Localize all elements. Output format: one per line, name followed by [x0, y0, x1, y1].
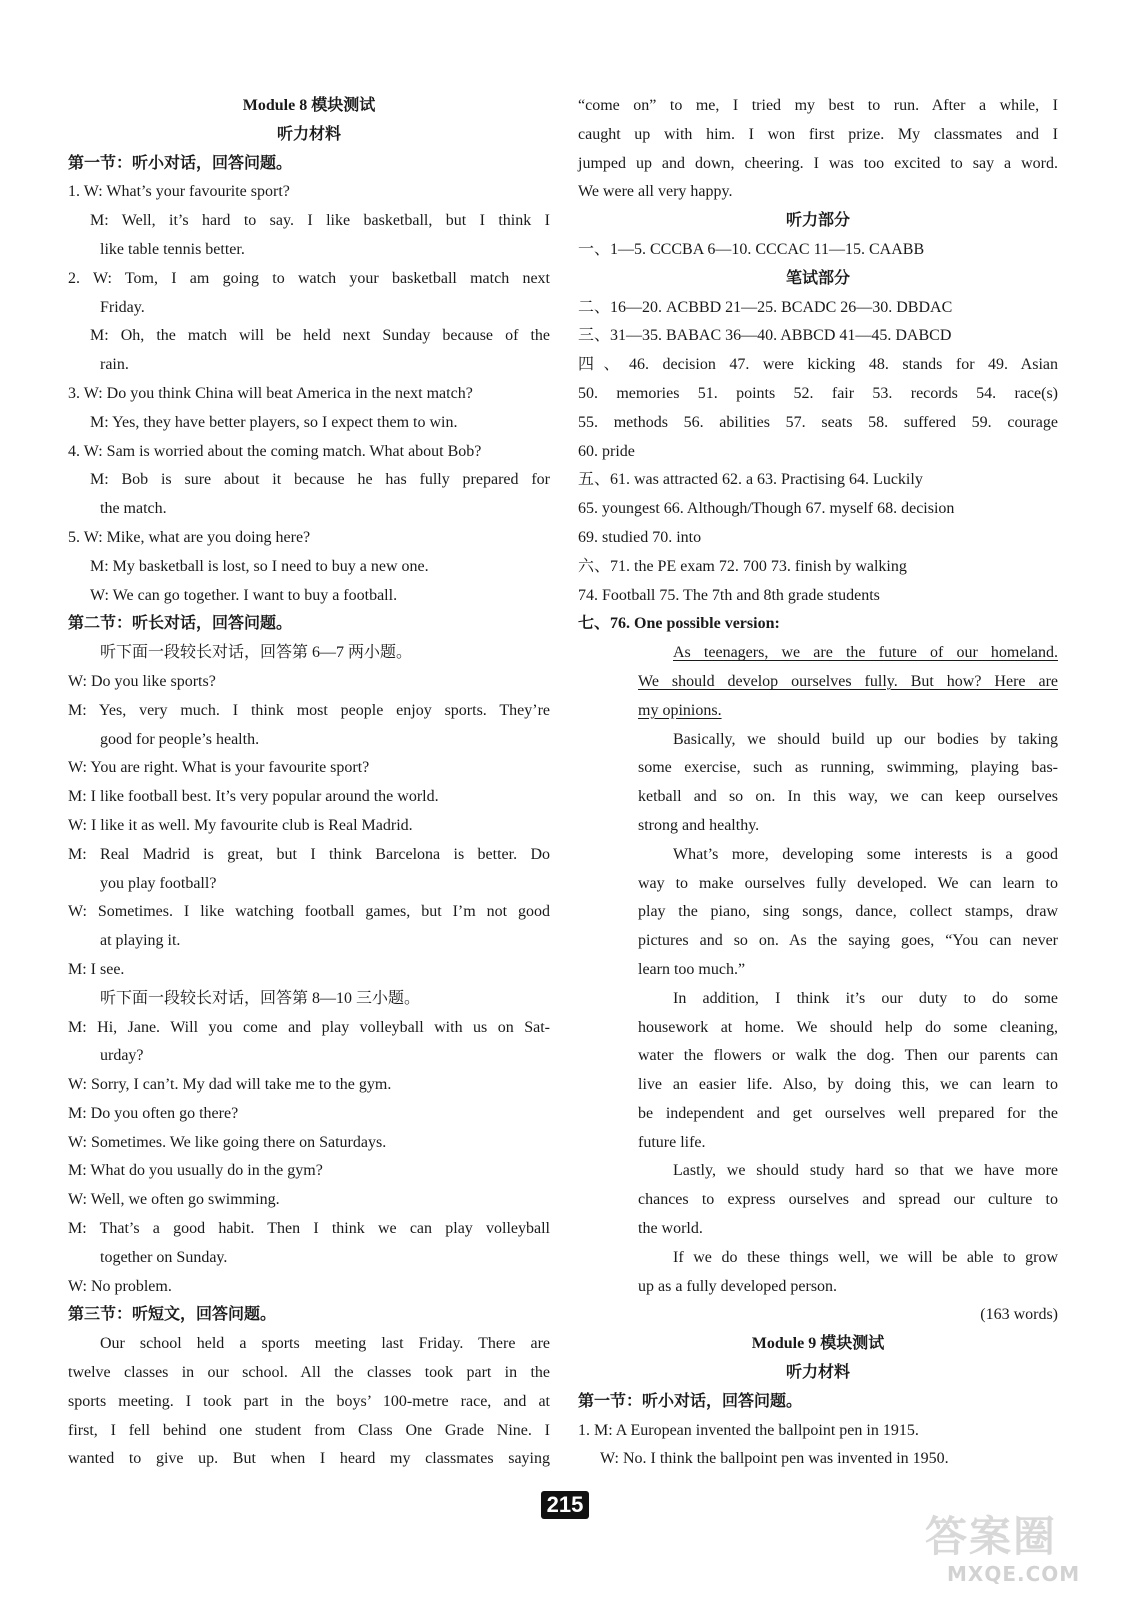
- left-text-line: 第三节：听短文，回答问题。: [68, 1306, 277, 1324]
- right-text-line: play the piano, sing songs, dance, collect stamps, draw: [638, 903, 1058, 921]
- left-column: [68, 92, 550, 1474]
- left-text-line: 听下面一段较长对话，回答第 8—10 三小题。: [100, 989, 421, 1007]
- left-text-line: W: We can go together. I want to buy a football.: [90, 586, 398, 604]
- left-text-line: M: Bob is sure about it because he has fully prepared for: [90, 471, 550, 489]
- right-text-line: be independent and get ourselves well prepared for the: [638, 1104, 1058, 1122]
- left-text-line: good for people’s health.: [100, 730, 260, 748]
- left-text-line: sports meeting. I took part in the boys’ 100-metre race, and at: [68, 1392, 550, 1410]
- left-text-line: W: Sometimes. We like going there on Saturdays.: [68, 1133, 387, 1151]
- left-text-line: 听下面一段较长对话，回答第 6—7 两小题。: [100, 644, 413, 662]
- watermark-text-top: 答案圈: [925, 1512, 1058, 1561]
- right-column: [578, 92, 1058, 1474]
- right-text-line: some exercise, such as running, swimming, playing bas-: [638, 759, 1058, 777]
- left-text-line: W: You are right. What is your favourite sport?: [68, 759, 370, 777]
- right-text-line: 60. pride: [578, 442, 635, 460]
- right-text-line: jumped up and down, cheering. I was too excited to say a word.: [578, 154, 1058, 172]
- right-text-line: the world.: [638, 1220, 703, 1238]
- right-text-line: W: No. I think the ballpoint pen was invented in 1950.: [600, 1450, 949, 1468]
- right-text-line: 74. Football 75. The 7th and 8th grade students: [578, 586, 880, 604]
- right-text-line: 55. methods 56. abilities 57. seats 58. suffered 59. courage: [578, 413, 1058, 431]
- right-text-line: 笔试部分: [785, 269, 850, 287]
- left-text-line: urday?: [100, 1047, 144, 1065]
- left-text-line: M: Oh, the match will be held next Sunday because of the: [90, 327, 550, 345]
- left-text-line: Module 8 模块测试: [242, 97, 376, 114]
- left-text-line: first, I fell behind one student from Class One Grade Nine. I: [68, 1421, 550, 1439]
- right-text-line: 二、16—20. ACBBD 21—25. BCADC 26—30. DBDAC: [578, 298, 953, 316]
- left-text-line: W: Sorry, I can’t. My dad will take me to the gym.: [68, 1076, 392, 1094]
- left-text-line: 3. W: Do you think China will beat America in the next match?: [68, 384, 473, 402]
- right-text-line: 听力材料: [785, 1364, 850, 1382]
- right-text-line: 1. M: A European invented the ballpoint pen in 1915.: [578, 1421, 919, 1439]
- left-text-line: rain.: [100, 356, 129, 374]
- right-text-line: up as a fully developed person.: [638, 1277, 838, 1295]
- right-text-line: 听力部分: [785, 212, 850, 230]
- right-text-line: learn too much.”: [638, 960, 746, 978]
- left-text-line: W: Sometimes. I like watching football games, but I’m not good: [68, 903, 550, 921]
- watermark-text-bottom: MXQE.COM: [947, 1562, 1081, 1586]
- left-text-line: wanted to give up. But when I heard my classmates saying: [68, 1450, 550, 1468]
- right-text-line: 七、76. One possible version:: [578, 615, 780, 633]
- left-text-line: M: Do you often go there?: [68, 1104, 239, 1122]
- left-text-line: M: My basketball is lost, so I need to buy a new one.: [90, 557, 429, 575]
- right-text-line: Basically, we should build up our bodies by taking: [673, 730, 1058, 748]
- right-text-line: 四、46. decision 47. were kicking 48. stands for 49. Asian: [578, 356, 1058, 374]
- left-text-line: 4. W: Sam is worried about the coming match. What about Bob?: [68, 442, 482, 460]
- right-text-line: 65. youngest 66. Although/Though 67. myself 68. decision: [578, 500, 955, 518]
- right-text-line: water the flowers or walk the dog. Then our parents can: [638, 1047, 1058, 1065]
- left-text-line: 2. W: Tom, I am going to watch your basketball match next: [68, 269, 550, 287]
- left-text-line: W: Well, we often go swimming.: [68, 1191, 280, 1209]
- page-number: 215: [541, 1491, 589, 1519]
- right-text-line: (163 words): [980, 1306, 1058, 1324]
- right-text-line: If we do these things well, we will be able to grow: [673, 1248, 1058, 1266]
- left-text-line: the match.: [100, 500, 167, 518]
- right-text-line: pictures and so on. As the saying goes, “You can never: [638, 932, 1058, 950]
- right-text-line: We were all very happy.: [578, 183, 733, 201]
- right-text-line: housework at home. We should help do some cleaning,: [638, 1018, 1058, 1036]
- right-text-line: 五、61. was attracted 62. a 63. Practising 64. Luckily: [578, 471, 923, 489]
- right-text-line: live an easier life. Also, by doing this, we can learn to: [638, 1076, 1058, 1094]
- left-text-line: you play football?: [100, 874, 217, 892]
- left-text-line: M: Well, it’s hard to say. I like basketball, but I think I: [90, 212, 550, 230]
- right-text-line: We should develop ourselves fully. But how? Here are: [638, 672, 1058, 690]
- left-text-line: M: Real Madrid is great, but I think Barcelona is better. Do: [68, 845, 550, 863]
- watermark-logo: [925, 1512, 1125, 1590]
- left-text-line: M: What do you usually do in the gym?: [68, 1162, 323, 1180]
- right-text-line: In addition, I think it’s our duty to do some: [673, 989, 1058, 1007]
- right-text-line: Lastly, we should study hard so that we have more: [673, 1162, 1058, 1180]
- right-text-line: strong and healthy.: [638, 816, 760, 834]
- left-text-line: Our school held a sports meeting last Friday. There are: [100, 1335, 550, 1353]
- right-text-line: 69. studied 70. into: [578, 528, 702, 546]
- right-text-line: ketball and so on. In this way, we can keep ourselves: [638, 788, 1058, 806]
- left-text-line: M: Hi, Jane. Will you come and play volleyball with us on Sat-: [68, 1018, 550, 1036]
- right-text-line: caught up with him. I won first prize. My classmates and I: [578, 125, 1058, 143]
- left-text-line: M: I like football best. It’s very popular around the world.: [68, 788, 439, 806]
- left-text-line: M: That’s a good habit. Then I think we can play volleyball: [68, 1220, 550, 1238]
- right-text-line: chances to express ourselves and spread our culture to: [638, 1191, 1058, 1209]
- left-text-line: at playing it.: [100, 932, 181, 950]
- right-text-line: 三、31—35. BABAC 36—40. ABBCD 41—45. DABCD: [578, 327, 952, 345]
- right-text-line: 一、1—5. CCCBA 6—10. CCCAC 11—15. CAABB: [578, 240, 925, 258]
- right-text-line: 第一节：听小对话，回答问题。: [578, 1392, 803, 1410]
- left-text-line: W: No problem.: [68, 1277, 172, 1295]
- left-text-line: like table tennis better.: [100, 240, 245, 258]
- left-text-line: together on Sunday.: [100, 1248, 228, 1266]
- left-text-line: 听力材料: [276, 125, 341, 143]
- right-text-line: What’s more, developing some interests is a good: [673, 845, 1058, 863]
- right-text-line: my opinions.: [638, 701, 722, 719]
- right-text-line: future life.: [638, 1133, 706, 1151]
- left-text-line: M: Yes, they have better players, so I expect them to win.: [90, 413, 458, 431]
- left-text-line: W: I like it as well. My favourite club is Real Madrid.: [68, 816, 413, 834]
- right-text-line: “come on” to me, I tried my best to run. After a while, I: [578, 97, 1058, 114]
- left-text-line: M: Yes, very much. I think most people enjoy sports. They’re: [68, 701, 550, 719]
- left-text-line: Friday.: [100, 298, 145, 316]
- right-text-line: way to make ourselves fully developed. We can learn to: [638, 874, 1058, 892]
- left-text-line: twelve classes in our school. All the classes took part in the: [68, 1364, 550, 1382]
- right-text-line: As teenagers, we are the future of our homeland.: [673, 644, 1058, 662]
- left-text-line: 第二节：听长对话，回答问题。: [68, 615, 293, 633]
- left-text-line: 1. W: What’s your favourite sport?: [68, 183, 290, 201]
- left-text-line: 第一节：听小对话，回答问题。: [68, 154, 293, 172]
- right-text-line: 50. memories 51. points 52. fair 53. records 54. race(s): [578, 384, 1058, 402]
- left-text-line: 5. W: Mike, what are you doing here?: [68, 528, 311, 546]
- right-text-line: 六、71. the PE exam 72. 700 73. finish by walking: [578, 557, 907, 575]
- left-text-line: W: Do you like sports?: [68, 672, 216, 690]
- left-text-line: M: I see.: [68, 960, 125, 978]
- right-text-line: Module 9 模块测试: [751, 1335, 885, 1353]
